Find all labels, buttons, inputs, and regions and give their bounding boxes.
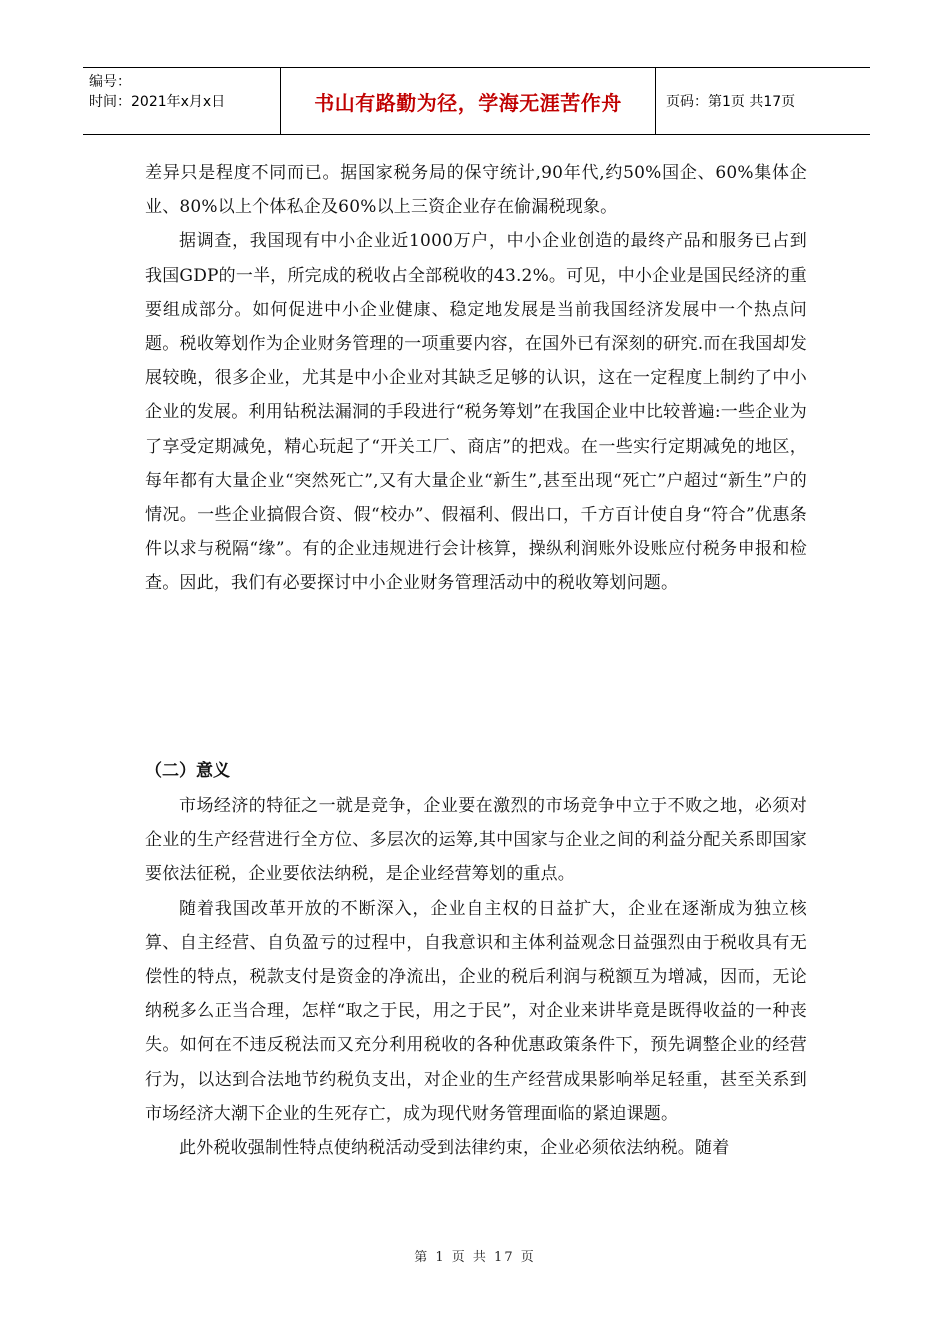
header-number-label: 编号： bbox=[89, 74, 131, 90]
paragraph-4: 随着我国改革开放的不断深入，企业自主权的日益扩大，企业在逐渐成为独立核算、自主经营、自负盈亏的过程中，自我意识和主体利益观念日益强烈由于税收具有无偿性的特点，税款支付是资金的净流出，企业的税后利润与税额互为增减，因而，无论纳税多么正当合理，怎样“取之于民，用之于民”，对企业来讲毕竟是既得收益的一种丧失。如何在不违反税法而又充分利用税收的各种优惠政策条件下，预先调整企业的经营行为，以达到合法地节约税负支出，对企业的生产经营成果影响举足轻重，甚至关系到市场经济大潮下企业的生死存亡，成为现代财务管理面临的紧迫课题。 bbox=[145, 898, 807, 1124]
page-footer: 第 1 页 共 17 页 bbox=[414, 1250, 536, 1265]
header-page-info: 页码：第1页 共17页 bbox=[666, 94, 796, 110]
header-time-label: 时间：2021年x月x日 bbox=[89, 94, 226, 110]
header-meta bbox=[83, 68, 281, 134]
paragraph-2: 据调查，我国现有中小企业近1000万户，中小企业创造的最终产品和服务已占到我国GDP的一半，所完成的税收占全部税收的43.2%。可见，中小企业是国民经济的重要组成部分。如何促进中小企业健康、稳定地发展是当前我国经济发展中一个热点问题。税收筹划作为企业财务管理的一项重要内容，在国外已有深刻的研究.而在我国却发展较晚，很多企业，尤其是中小企业对其缺乏足够的认识，这在一定程度上制约了中小企业的发展。利用钻税法漏洞的手段进行“税务筹划”在我国企业中比较普遍:一些企业为了享受定期减免，精心玩起了“开关工厂、商店”的把戏。在一些实行定期减免的地区，每年都有大量企业“突然死亡”,又有大量企业“新生”,甚至出现“死亡”户超过“新生”户的情况。一些企业搞假合资、假“校办”、假福利、假出口，千方百计使自身“符合”优惠条件以求与税隔“缘”。有的企业违规进行会计核算，操纵利润账外设账应付税务申报和检查。因此，我们有必要探讨中小企业财务管理活动中的税收筹划问题。 bbox=[145, 231, 807, 594]
paragraph-5: 此外税收强制性特点使纳税活动受到法律约束，企业必须依法纳税。随着 bbox=[179, 1138, 730, 1159]
paragraph-1: 差异只是程度不同而已。据国家税务局的保守统计,90年代,约50%国企、60%集体企业、80%以上个体私企及60%以上三资企业存在偷漏税现象。 bbox=[145, 163, 807, 218]
paragraph-3: 市场经济的特征之一就是竞争，企业要在激烈的市场竞争中立于不败之地，必须对企业的生产经营进行全方位、多层次的运筹,其中国家与企业之间的利益分配关系即国家要依法征税，企业要依法纳税，是企业经营筹划的重点。 bbox=[145, 796, 807, 885]
document-body-top bbox=[145, 156, 807, 601]
header-motto: 书山有路勤为径，学海无涯苦作舟 bbox=[281, 68, 656, 134]
document-body-bottom bbox=[145, 789, 807, 1165]
page-header bbox=[83, 67, 870, 135]
section-heading-significance: （二）意义 bbox=[145, 761, 230, 781]
